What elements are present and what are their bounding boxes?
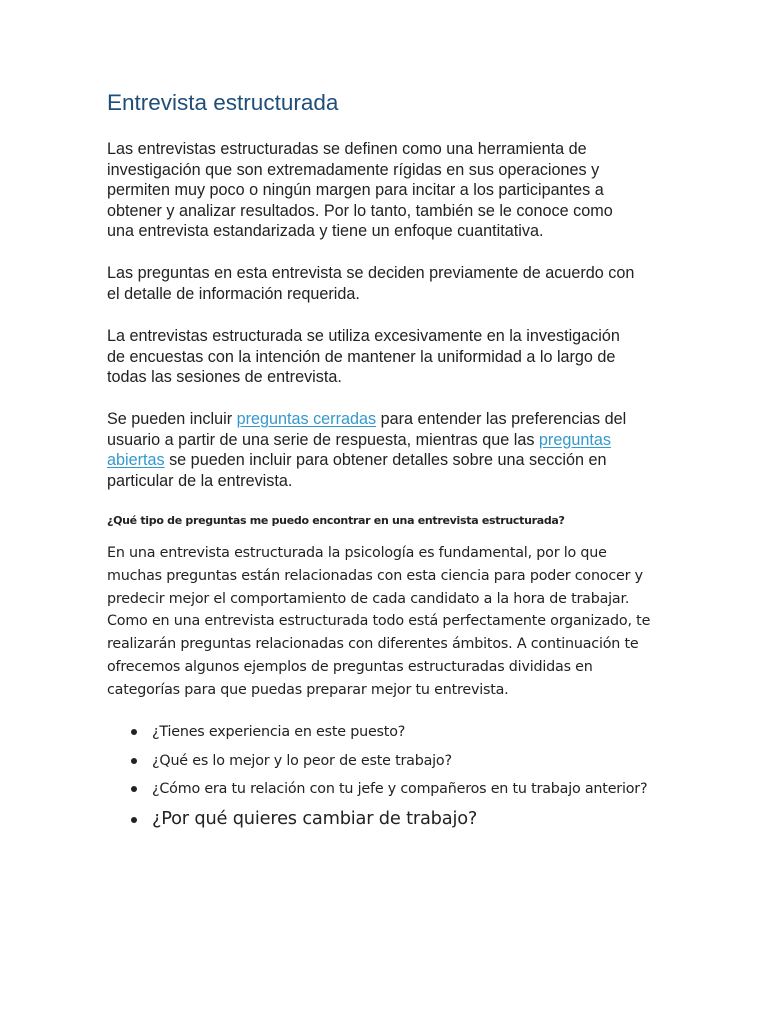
- paragraph-questions-decided: [107, 263, 667, 304]
- list-item: [107, 749, 667, 778]
- section-subheading: ¿Qué tipo de preguntas me puedo encontrar en una entrevista estructurada?: [107, 514, 565, 527]
- page-title: Entrevista estructurada: [107, 90, 339, 115]
- paragraph-line: Las preguntas en esta entrevista se deciden previamente de acuerdo con: [107, 264, 635, 282]
- bullet-icon: [131, 786, 137, 792]
- paragraph-line: Las entrevistas estructuradas se definen como una herramienta de: [107, 140, 587, 158]
- paragraph-line: una entrevista estandarizada y tiene un enfoque cuantitativa.: [107, 222, 544, 241]
- list-item-text: ¿Qué es lo mejor y lo peor de este trabajo?: [152, 752, 452, 769]
- link-preguntas-abiertas-cont[interactable]: abiertas: [107, 451, 165, 470]
- list-item: [107, 806, 667, 835]
- paragraph-definition: [107, 139, 667, 242]
- paragraph-usage: [107, 326, 667, 388]
- paragraph-line: el detalle de información requerida.: [107, 284, 360, 303]
- list-item-text: ¿Cómo era tu relación con tu jefe y compañeros en tu trabajo anterior?: [152, 781, 648, 797]
- bullet-icon: [131, 729, 137, 735]
- paragraph-line: [107, 409, 667, 430]
- paragraph-line: categorías para que puedas preparar mejor tu entrevista.: [107, 681, 509, 698]
- list-item: [107, 777, 667, 806]
- bullet-icon: [131, 758, 137, 764]
- text-span: usuario a partir de una serie de respuesta, mientras que las: [107, 430, 539, 449]
- paragraph-line: particular de la entrevista.: [107, 471, 293, 490]
- paragraph-line: ofrecemos algunos ejemplos de preguntas estructuradas divididas en: [107, 658, 593, 675]
- link-preguntas-cerradas[interactable]: preguntas cerradas: [236, 410, 377, 428]
- paragraph-line: investigación que son extremadamente rígidas en sus operaciones y: [107, 160, 600, 179]
- link-preguntas-abiertas[interactable]: preguntas: [538, 430, 611, 449]
- paragraph-line: En una entrevista estructurada la psicología es fundamental, por lo que: [107, 545, 607, 561]
- text-span: se pueden incluir para obtener detalles sobre una sección en: [164, 451, 607, 470]
- paragraph-question-types: [107, 409, 667, 491]
- paragraph-line: realizarán preguntas relacionadas con diferentes ámbitos. A continuación te: [107, 636, 639, 653]
- paragraph-line: predecir mejor el comportamiento de cada candidato a la hora de trabajar.: [107, 590, 630, 607]
- text-span: para entender las preferencias del: [376, 410, 627, 428]
- list-item-text: ¿Por qué quieres cambiar de trabajo?: [152, 807, 478, 829]
- paragraph-line: [107, 450, 667, 471]
- list-item: [107, 720, 667, 749]
- paragraph-line: todas las sesiones de entrevista.: [107, 368, 342, 387]
- list-item-text: ¿Tienes experiencia en este puesto?: [152, 724, 406, 740]
- text-span: Se pueden incluir: [107, 410, 237, 428]
- bullet-icon: [131, 817, 137, 823]
- paragraph-line: Como en una entrevista estructurada todo está perfectamente organizado, te: [107, 613, 651, 630]
- example-questions-list: [107, 720, 667, 834]
- paragraph-line: La entrevistas estructurada se utiliza excesivamente en la investigación: [107, 327, 620, 345]
- paragraph-line: muchas preguntas están relacionadas con esta ciencia para poder conocer y: [107, 567, 643, 584]
- paragraph-line: de encuestas con la intención de mantener la uniformidad a lo largo de: [107, 347, 616, 366]
- paragraph-line: obtener y analizar resultados. Por lo tanto, también se le conoce como: [107, 201, 613, 220]
- paragraph-line: permiten muy poco o ningún margen para incitar a los participantes a: [107, 181, 604, 200]
- paragraph-line: [107, 430, 667, 451]
- paragraph-psychology: [107, 542, 667, 702]
